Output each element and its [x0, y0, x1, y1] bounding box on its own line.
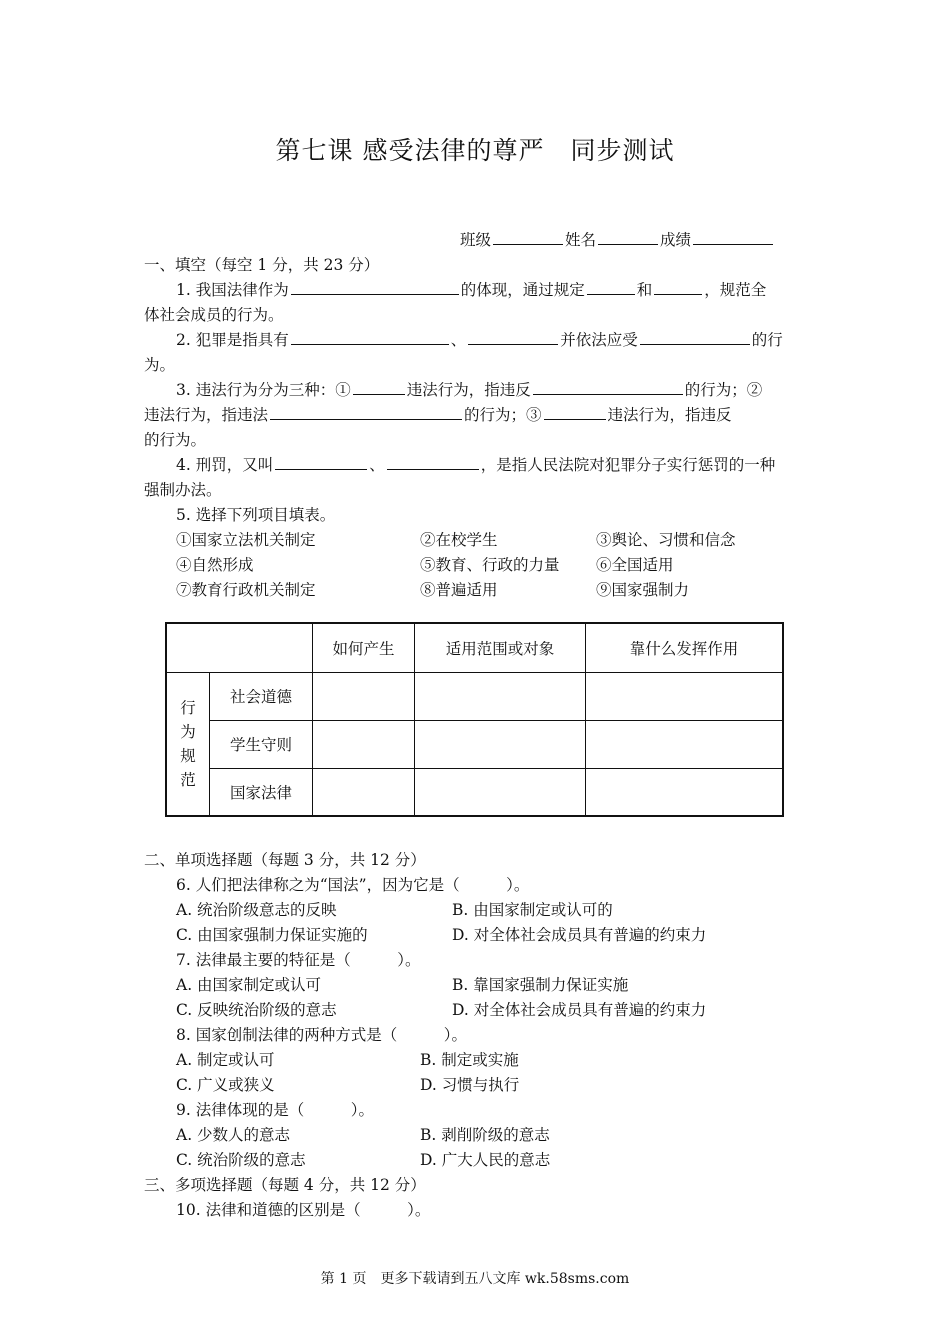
table-cell[interactable] [313, 720, 415, 768]
score-blank[interactable] [693, 229, 773, 245]
section1-heading: 一、填空（每空 1 分，共 23 分） [144, 256, 380, 274]
q8-stem: 8. 国家创制法律的两种方式是（ ）。 [176, 1026, 467, 1044]
table-cell[interactable] [313, 768, 415, 816]
q2-line2: 为。 [144, 356, 176, 374]
q10-stem: 10. 法律和道德的区别是（ ）。 [176, 1201, 431, 1219]
table-cell[interactable] [415, 720, 586, 768]
option-item: ⑥全国适用 [596, 556, 674, 574]
option-item: ④自然形成 [176, 556, 254, 574]
table-cell[interactable] [415, 768, 586, 816]
option-item: ②在校学生 [420, 531, 498, 549]
option-item: ③舆论、习惯和信念 [596, 531, 736, 549]
q3-line1: 3. 违法行为分为三种：① 违法行为，指违反 的行为；② [176, 381, 763, 399]
q1-line2: 体社会成员的行为。 [144, 306, 284, 324]
q4-line2: 强制办法。 [144, 481, 222, 499]
q4-line1: 4. 刑罚，又叫 、 ，是指人民法院对犯罪分子实行惩罚的一种 [176, 456, 776, 474]
q9-stem: 9. 法律体现的是（ ）。 [176, 1101, 374, 1119]
row-group-label: 行 为 规 范 [166, 672, 210, 816]
row-label: 国家法律 [210, 768, 313, 816]
row-label: 学生守则 [210, 720, 313, 768]
q8-option-d[interactable]: D. 习惯与执行 [420, 1076, 520, 1094]
q7-option-a[interactable]: A. 由国家制定或认可 [176, 976, 322, 994]
option-item: ⑦教育行政机关制定 [176, 581, 316, 599]
option-item: ①国家立法机关制定 [176, 531, 316, 549]
q8-option-a[interactable]: A. 制定或认可 [176, 1051, 275, 1069]
q3-line2: 违法行为，指违法 的行为；③ 违法行为，指违反 [144, 406, 732, 424]
table-header: 如何产生 [313, 623, 415, 672]
section2-heading: 二、单项选择题（每题 3 分，共 12 分） [144, 851, 426, 869]
q8-option-b[interactable]: B. 制定或实施 [420, 1051, 519, 1069]
page-title: 第七课 感受法律的尊严 同步测试 [275, 136, 675, 165]
q7-option-c[interactable]: C. 反映统治阶级的意志 [176, 1001, 337, 1019]
name-blank[interactable] [598, 229, 658, 245]
option-item: ⑤教育、行政的力量 [420, 556, 560, 574]
q5-stem: 5. 选择下列项目填表。 [176, 506, 336, 524]
class-blank[interactable] [493, 229, 563, 245]
q9-option-a[interactable]: A. 少数人的意志 [176, 1126, 291, 1144]
option-item: ⑧普遍适用 [420, 581, 498, 599]
q7-stem: 7. 法律最主要的特征是（ ）。 [176, 951, 421, 969]
q6-option-b[interactable]: B. 由国家制定或认可的 [452, 901, 613, 919]
student-info-line [460, 228, 775, 250]
q7-option-b[interactable]: B. 靠国家强制力保证实施 [452, 976, 629, 994]
q9-option-b[interactable]: B. 剥削阶级的意志 [420, 1126, 550, 1144]
score-label: 成绩 [660, 231, 692, 249]
table-cell[interactable] [586, 672, 784, 720]
norms-table [165, 622, 784, 817]
q9-option-c[interactable]: C. 统治阶级的意志 [176, 1151, 306, 1169]
name-label: 姓名 [565, 231, 597, 249]
table-header: 靠什么发挥作用 [586, 623, 784, 672]
row-label: 社会道德 [210, 672, 313, 720]
section3-heading: 三、多项选择题（每题 4 分，共 12 分） [144, 1176, 426, 1194]
table-cell[interactable] [586, 768, 784, 816]
table-header: 适用范围或对象 [415, 623, 586, 672]
q9-option-d[interactable]: D. 广大人民的意志 [420, 1151, 551, 1169]
table-corner [166, 623, 313, 672]
q3-line3: 的行为。 [144, 431, 207, 449]
q2-line1: 2. 犯罪是指具有 、 并依法应受 的行 [176, 331, 783, 349]
q7-option-d[interactable]: D. 对全体社会成员具有普遍的约束力 [452, 1001, 707, 1019]
class-label: 班级 [460, 231, 492, 249]
q6-stem: 6. 人们把法律称之为“国法”，因为它是（ ）。 [176, 876, 530, 894]
q1-line1: 1. 我国法律作为 的体现，通过规定 和 ，规范全 [176, 281, 767, 299]
option-item: ⑨国家强制力 [596, 581, 690, 599]
q8-option-c[interactable]: C. 广义或狭义 [176, 1076, 275, 1094]
table-cell[interactable] [313, 672, 415, 720]
q6-option-c[interactable]: C. 由国家强制力保证实施的 [176, 926, 368, 944]
table-cell[interactable] [415, 672, 586, 720]
q6-option-d[interactable]: D. 对全体社会成员具有普遍的约束力 [452, 926, 707, 944]
page-footer: 第 1 页 更多下载请到五八文库 wk.58sms.com [320, 1271, 630, 1287]
q6-option-a[interactable]: A. 统治阶级意志的反映 [176, 901, 337, 919]
table-cell[interactable] [586, 720, 784, 768]
